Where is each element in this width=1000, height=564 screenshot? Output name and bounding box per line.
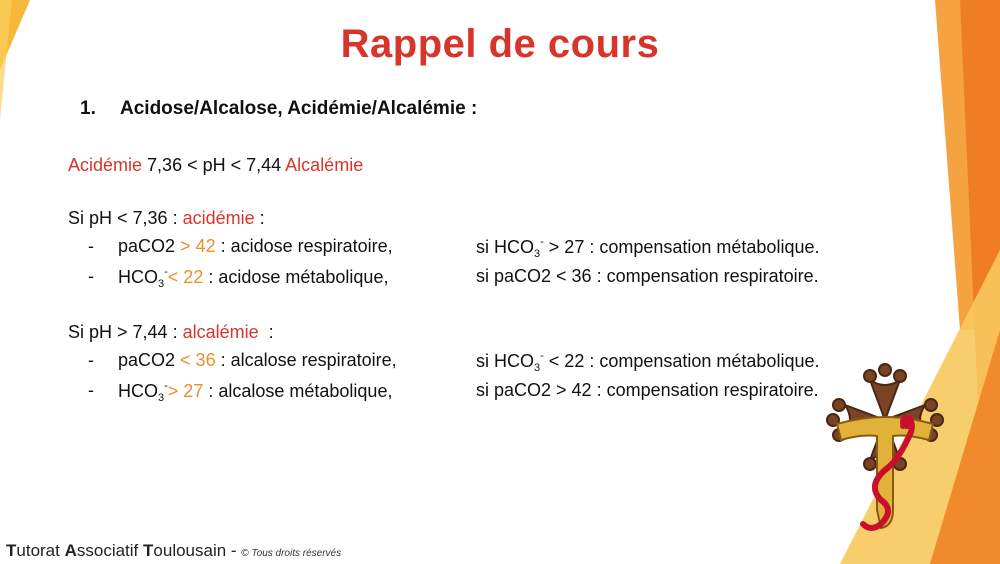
section-number: 1. [80, 98, 96, 119]
alk-row1-left [118, 350, 397, 371]
footer-initial: T [143, 541, 154, 560]
acid-heading-suffix: : [254, 208, 265, 228]
superscript: - [540, 236, 544, 248]
text: > 27 : compensation métabolique. [543, 237, 820, 257]
acid-heading-prefix: Si pH < 7,36 : [68, 208, 183, 228]
bullet-dash: - [88, 266, 94, 286]
text: si HCO [476, 237, 534, 257]
subscript: 3 [158, 392, 165, 404]
alk-row2-right: si paCO2 > 42 : compensation respiratoire. [476, 380, 819, 400]
alcalemie-label: Alcalémie [285, 155, 364, 175]
acid-row2-left [118, 266, 388, 290]
footer-text: oulousain [153, 541, 227, 560]
text: : alcalose métabolique, [203, 381, 393, 401]
alk-row1-right [476, 350, 819, 374]
superscript: - [164, 266, 168, 278]
acid-row2-right: si paCO2 < 36 : compensation respiratoire. [476, 266, 819, 286]
acidemie-label: Acidémie [68, 155, 143, 175]
bullet-dash: - [88, 350, 94, 370]
text: HCO [118, 381, 158, 401]
acid-row1-left [118, 236, 393, 257]
text: HCO [118, 267, 158, 287]
alk-heading-word: alcalémie [182, 322, 259, 342]
acid-row1-right [476, 236, 819, 260]
threshold: > 27 [167, 381, 204, 401]
slide-title: Rappel de cours [340, 22, 660, 66]
text: : alcalose respiratoire, [215, 350, 397, 370]
threshold: < 22 [167, 267, 204, 287]
alk-heading [68, 322, 274, 343]
alk-heading-suffix: : [258, 322, 274, 342]
acid-heading-word: acidémie [182, 208, 255, 228]
footer-text: ssociatif [76, 541, 144, 560]
threshold: < 36 [180, 350, 216, 370]
footer-separator: - [226, 541, 242, 560]
text: : acidose métabolique, [203, 267, 389, 287]
subscript: 3 [534, 362, 541, 374]
occitan-cross-logo-icon [815, 360, 955, 540]
alk-row2-left [118, 380, 392, 404]
footer-initial: T [6, 541, 17, 560]
text: < 22 : compensation métabolique. [543, 351, 820, 371]
text: paCO2 [118, 236, 181, 256]
bullet-dash: - [88, 380, 94, 400]
footer-text: utorat [16, 541, 65, 560]
ph-range: 7,36 < pH < 7,44 [147, 155, 282, 175]
superscript: - [540, 350, 544, 362]
bullet-dash: - [88, 236, 94, 256]
ph-range-line [68, 155, 363, 176]
threshold: > 42 [180, 236, 216, 256]
section-heading [80, 98, 477, 120]
subscript: 3 [158, 278, 165, 290]
subscript: 3 [534, 248, 541, 260]
text: : acidose respiratoire, [215, 236, 393, 256]
text: si HCO [476, 351, 534, 371]
snake-head [900, 415, 914, 429]
alk-heading-prefix: Si pH > 7,44 : [68, 322, 183, 342]
superscript: - [164, 380, 168, 392]
footer [6, 541, 341, 561]
footer-initial: A [64, 541, 77, 560]
text: paCO2 [118, 350, 181, 370]
acid-heading [68, 208, 265, 229]
footer-rights: © Tous droits réservés [241, 548, 342, 559]
section-text: Acidose/Alcalose, Acidémie/Alcalémie : [120, 98, 478, 119]
